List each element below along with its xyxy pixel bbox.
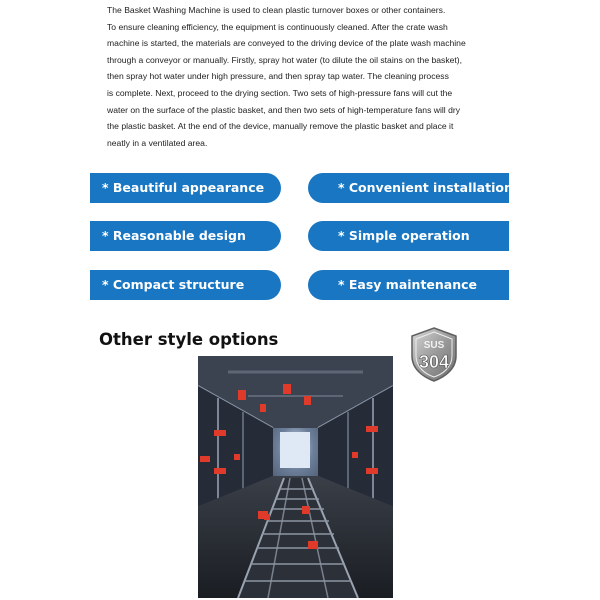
description-line: water on the surface of the plastic basket, and then two sets of high-temperature fans will dry bbox=[107, 104, 461, 115]
description-line: machine is started, the materials are conveyed to the driving device of the plate wash machine bbox=[107, 38, 466, 49]
badge-sus-text: SUS bbox=[423, 340, 445, 351]
feature-compact-structure: * Compact structure bbox=[90, 270, 281, 300]
feature-convenient-installation: * Convenient installation bbox=[308, 173, 509, 203]
description bbox=[107, 2, 517, 151]
description-line: neatly in a ventilated area. bbox=[107, 137, 208, 148]
description-line: then spray hot water under high pressure, and then spray tap water. The cleaning process bbox=[107, 71, 449, 82]
washing-tunnel-photo bbox=[198, 356, 393, 598]
feature-easy-maintenance: * Easy maintenance bbox=[308, 270, 509, 300]
sus304-badge-icon bbox=[408, 326, 460, 382]
other-style-options-heading: Other style options bbox=[99, 330, 279, 349]
feature-beautiful-appearance: * Beautiful appearance bbox=[90, 173, 281, 203]
badge-304-text: 304 bbox=[418, 352, 450, 372]
description-line: through a conveyor or manually. Firstly, spray hot water (to dilute the oil stains on the basket), bbox=[107, 54, 463, 65]
description-line: To ensure cleaning efficiency, the equipment is continuously cleaned. After the crate wash bbox=[107, 21, 448, 32]
feature-reasonable-design: * Reasonable design bbox=[90, 221, 281, 251]
description-line: is complete. Next, proceed to the drying section. Two sets of high-pressure fans will cut the bbox=[107, 87, 453, 98]
description-line: The Basket Washing Machine is used to clean plastic turnover boxes or other containers. bbox=[107, 5, 446, 15]
description-line: the plastic basket. At the end of the device, manually remove the plastic basket and place it bbox=[107, 121, 454, 132]
feature-simple-operation: * Simple operation bbox=[308, 221, 509, 251]
